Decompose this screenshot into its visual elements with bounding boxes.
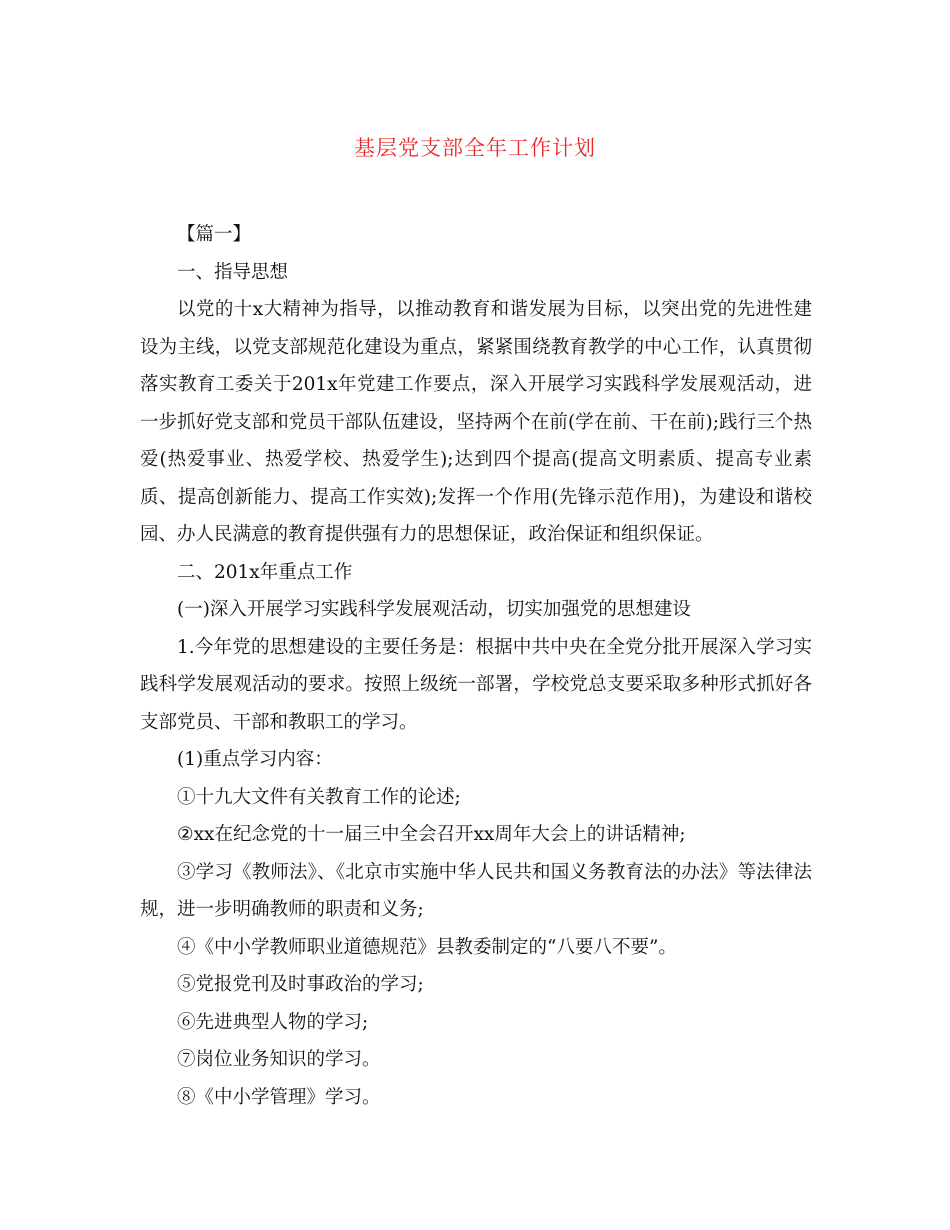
list-item: ③学习《教师法》、《北京市实施中华人民共和国义务教育法的办法》等法律法规，进一步明确教师的职责和义务; bbox=[140, 861, 812, 920]
list-item: ②xx在纪念党的十一届三中全会召开xx周年大会上的讲话精神; bbox=[177, 824, 686, 845]
document-body bbox=[140, 216, 812, 1116]
list-item: ⑥先进典型人物的学习; bbox=[177, 1011, 369, 1033]
section-label: 【篇一】 bbox=[177, 224, 252, 245]
heading-guiding-thought: 一、指导思想 bbox=[177, 261, 289, 283]
list-item: ④《中小学教师职业道德规范》县教委制定的“八要八不要”。 bbox=[177, 936, 677, 958]
list-item: ⑧《中小学管理》学习。 bbox=[177, 1086, 381, 1108]
list-item: ⑦岗位业务知识的学习。 bbox=[177, 1049, 381, 1070]
subheading-study-practice: (一)深入开展学习实践科学发展观活动，切实加强党的思想建设 bbox=[177, 599, 691, 620]
list-heading-study-content: (1)重点学习内容： bbox=[177, 749, 333, 770]
list-item: ①十九大文件有关教育工作的论述; bbox=[177, 786, 461, 808]
list-item: ⑤党报党刊及时事政治的学习; bbox=[177, 974, 424, 995]
paragraph-main-task: 1.今年党的思想建设的主要任务是：根据中共中央在全党分批开展深入学习实践科学发展观活动的要求。按照上级统一部署，学校党总支要采取多种形式抓好各支部党员、干部和教职工的学习。 bbox=[140, 636, 812, 733]
heading-key-work: 二、201x年重点工作 bbox=[177, 561, 353, 583]
paragraph-guiding-thought: 以党的十x大精神为指导，以推动教育和谐发展为目标，以突出党的先进性建设为主线，以党支部规范化建设为重点，紧紧围绕教育教学的中心工作，认真贯彻落实教育工委关于201x年党建工作要点，深入开展学习实践科学发展观活动，进一步抓好党支部和党员干部队伍建设，坚持两个在前(学在前、干在前);践行三个热爱(热爱事业、热爱学校、热爱学生);达到四个提高(提高文明素质、提高专业素质、提高创新能力、提高工作实效);发挥一个作用(先锋示范作用)，为建设和谐校园、办人民满意的教育提供强有力的思想保证，政治保证和组织保证。 bbox=[140, 299, 812, 545]
document-title: 基层党支部全年工作计划 bbox=[354, 136, 596, 160]
